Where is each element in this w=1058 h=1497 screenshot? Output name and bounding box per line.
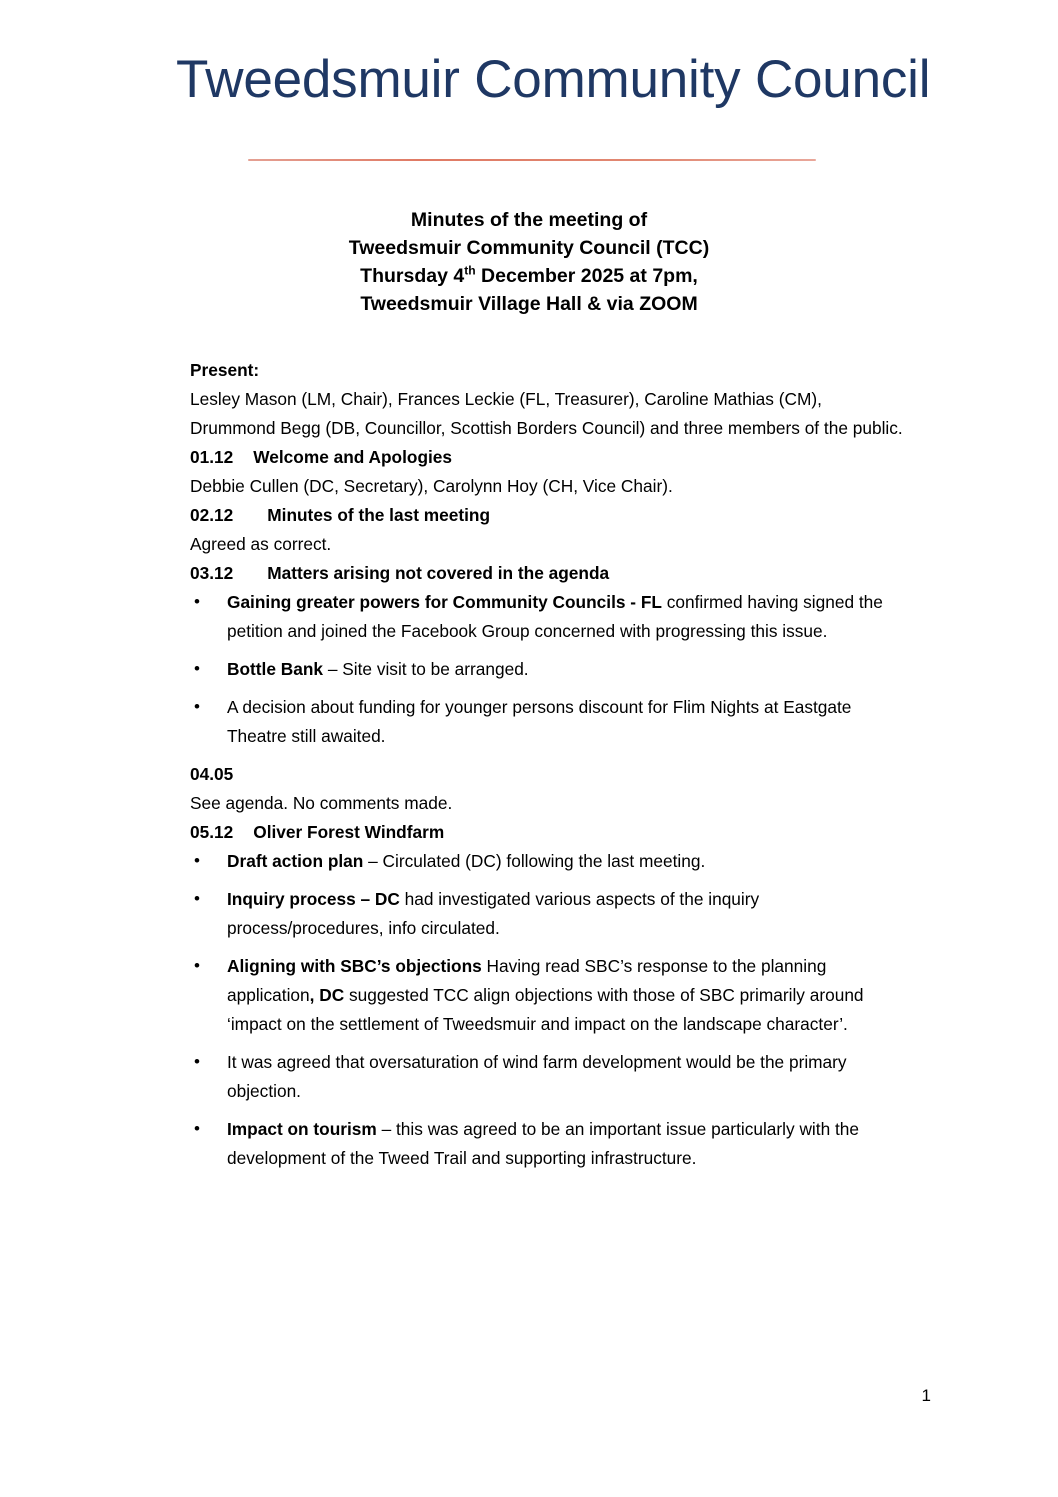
list-item	[190, 1115, 912, 1173]
section-text-04-05: See agenda. No comments made.	[190, 793, 453, 813]
list-item	[190, 655, 912, 684]
bullet-text: confirmed having signed the petition and joined the Facebook Group concerned with progressing this issue.	[227, 592, 883, 641]
page-number: 1	[921, 1386, 931, 1405]
meeting-date-pre: Thursday 4	[360, 265, 465, 287]
section-number-01-12: 01.12	[190, 447, 234, 467]
meeting-header-block	[0, 206, 1058, 318]
bullet-bold-text: Gaining greater powers for Community Councils - FL	[227, 592, 662, 612]
bullet-list-03-12	[190, 588, 912, 751]
bullet-bold-text: Inquiry process – DC	[227, 889, 400, 909]
bullet-text: – Circulated (DC) following the last meeting.	[363, 851, 706, 871]
section-title-05-12: Oliver Forest Windfarm	[253, 822, 445, 842]
meeting-header-line-2: Tweedsmuir Community Council (TCC)	[348, 237, 710, 259]
document-body	[190, 356, 912, 1182]
list-item	[190, 885, 912, 943]
section-text-02-12: Agreed as correct.	[190, 534, 332, 554]
section-heading-03-12	[190, 559, 912, 588]
section-heading-04-05	[190, 760, 912, 789]
bullet-bold-text: Bottle Bank	[227, 659, 324, 679]
meeting-header-line-4: Tweedsmuir Village Hall & via ZOOM	[360, 293, 698, 315]
section-number-03-12: 03.12	[190, 563, 234, 583]
bullet-bold-text: Aligning with SBC’s objections	[227, 956, 482, 976]
list-item	[190, 693, 912, 751]
section-title-01-12: Welcome and Apologies	[253, 447, 453, 467]
meeting-date-ordinal: th	[464, 263, 476, 278]
bullet-bold-text-2: , DC	[309, 985, 345, 1005]
bullet-text: suggested TCC align objections with those of SBC primarily around ‘impact on the settlement of Tweedsmuir and impact on the landscape character’.	[227, 985, 864, 1034]
meeting-header-line-3	[0, 262, 1058, 290]
bullet-text: had investigated various aspects of the inquiry process/procedures, info circulated.	[227, 889, 760, 938]
list-item	[190, 952, 912, 1039]
section-title-02-12: Minutes of the last meeting	[267, 505, 491, 525]
present-text: Lesley Mason (LM, Chair), Frances Leckie (FL, Treasurer), Caroline Mathias (CM), Drummond Begg (DB, Councillor, Scottish Borders Council) and three members of the public.	[190, 389, 903, 438]
document-title: Tweedsmuir Community Council	[176, 50, 931, 109]
bullet-bold-text: Impact on tourism	[227, 1119, 377, 1139]
section-text-01-12: Debbie Cullen (DC, Secretary), Carolynn Hoy (CH, Vice Chair).	[190, 476, 673, 496]
bullet-list-05-12	[190, 847, 912, 1173]
section-heading-05-12	[190, 818, 912, 847]
header-divider-rule	[248, 159, 816, 161]
masthead	[0, 48, 1058, 112]
meeting-header-line-1: Minutes of the meeting of	[410, 209, 648, 231]
bullet-text: – this was agreed to be an important issue particularly with the development of the Tweed Trail and supporting infrastructure.	[227, 1119, 860, 1168]
section-number-02-12: 02.12	[190, 505, 234, 525]
bullet-bold-text: Draft action plan	[227, 851, 364, 871]
section-number-04-05: 04.05	[190, 764, 234, 784]
section-number-05-12: 05.12	[190, 822, 234, 842]
bullet-text-mid: Having read SBC’s response to the planning application	[227, 956, 827, 1005]
bullet-text: A decision about funding for younger persons discount for Flim Nights at Eastgate Theatre still awaited.	[227, 697, 852, 746]
section-title-03-12: Matters arising not covered in the agenda	[267, 563, 610, 583]
bullet-text: – Site visit to be arranged.	[323, 659, 529, 679]
list-item	[190, 1048, 912, 1106]
section-heading-01-12	[190, 443, 912, 472]
bullet-text: It was agreed that oversaturation of wind farm development would be the primary objection.	[227, 1052, 847, 1101]
present-heading: Present:	[190, 360, 260, 380]
meeting-date-post: December 2025 at 7pm,	[475, 265, 698, 287]
section-heading-02-12	[190, 501, 912, 530]
list-item	[190, 588, 912, 646]
list-item	[190, 847, 912, 876]
